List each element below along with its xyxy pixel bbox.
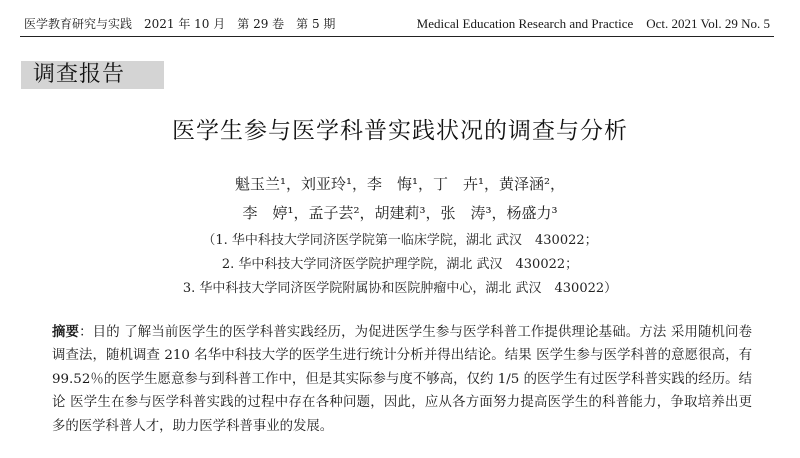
running-header [20,14,774,37]
journal-header-english: Medical Education Research and Practice Oct. 2021 Vol. 29 No. 5 [416,16,770,31]
author-line-2: 李 婷¹，孟子芸²，胡建莉³，张 涛³，杨盛力³ [242,204,558,222]
abstract-text: ：目的 了解当前医学生的医学科普实践经历，为促进医学生参与医学科普工作提供理论基础。方法 采用随机问卷调查法，随机调查 210 名华中科技大学的医学生进行统计分析并得出结论。结果 医学生参与医学科普的意愿很高，有 99.52％的医学生愿意参与到科普工作中，但是其实际参与度不够高，仅约 1/5 的医学生有过医学科普实践的经历。结论 医学生在参与医学科普实践的过程中存在各种问题，因此，应从各方面努力提高医学生的科普能力，争取培养出更多的医学科普人才，助力医学科普事业的发展。 [52,325,753,434]
journal-header-chinese: 医学教育研究与实践 2021 年 10 月 第 29 卷 第 5 期 [24,17,336,31]
affiliation-3: 3. 华中科技大学同济医学院附属协和医院肿瘤中心，湖北 武汉 430022） [182,281,618,296]
author-line-1: 魁玉兰¹，刘亚玲¹，李 悔¹，丁 卉¹，黄泽涵²， [234,175,566,193]
article-title: 医学生参与医学科普实践状况的调查与分析 [172,118,628,144]
affiliation-1: （1. 华中科技大学同济医学院第一临床学院，湖北 武汉 430022； [202,233,598,248]
section-label: 调查报告 [21,61,164,89]
abstract-label: 摘要 [52,324,80,340]
affiliation-2: 2. 华中科技大学同济医学院护理学院，湖北 武汉 430022； [221,257,579,272]
abstract [52,321,752,438]
